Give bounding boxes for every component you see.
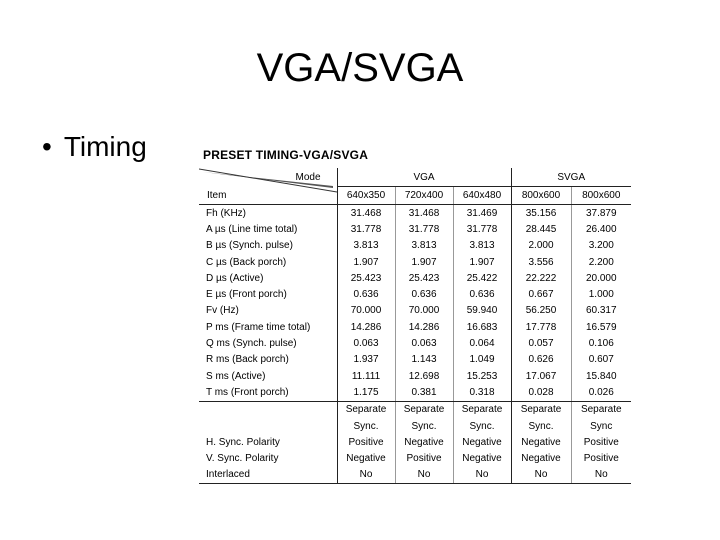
mode-header: 800x600 <box>511 187 571 205</box>
timing-row <box>199 352 631 368</box>
timing-row <box>199 270 631 286</box>
group-vga: VGA <box>337 168 511 187</box>
value-cell: 0.063 <box>395 335 453 351</box>
value-cell: 0.106 <box>571 335 631 351</box>
sync-type-row <box>199 401 631 418</box>
row-label: Interlaced <box>199 467 337 484</box>
slide-title: VGA/SVGA <box>256 46 464 90</box>
value-cell: 0.667 <box>511 286 571 302</box>
value-cell: Separate <box>511 401 571 418</box>
value-cell: 25.423 <box>337 270 395 286</box>
value-cell: No <box>511 467 571 484</box>
value-cell: 15.840 <box>571 368 631 384</box>
value-cell: 0.318 <box>453 384 511 401</box>
value-cell: 12.698 <box>395 368 453 384</box>
value-cell: 14.286 <box>337 319 395 335</box>
value-cell: 14.286 <box>395 319 453 335</box>
value-cell: 1.907 <box>453 254 511 270</box>
row-label <box>199 401 337 418</box>
value-cell: 11.111 <box>337 368 395 384</box>
value-cell: No <box>571 467 631 484</box>
value-cell: 0.028 <box>511 384 571 401</box>
row-label: S ms (Active) <box>199 368 337 384</box>
value-cell: 3.813 <box>337 238 395 254</box>
value-cell: 1.907 <box>337 254 395 270</box>
value-cell: Sync. <box>395 418 453 434</box>
timing-row <box>199 286 631 302</box>
value-cell: 70.000 <box>337 303 395 319</box>
value-cell: Negative <box>511 434 571 450</box>
value-cell: 16.683 <box>453 319 511 335</box>
bullet-symbol: • <box>42 131 52 162</box>
value-cell: Negative <box>453 450 511 466</box>
value-cell: Negative <box>395 434 453 450</box>
value-cell: 60.317 <box>571 303 631 319</box>
value-cell: Separate <box>571 401 631 418</box>
value-cell: 25.423 <box>395 270 453 286</box>
value-cell: No <box>337 467 395 484</box>
row-label: A µs (Line time total) <box>199 221 337 237</box>
timing-row <box>199 221 631 237</box>
table-title: PRESET TIMING-VGA/SVGA <box>203 148 369 162</box>
value-cell: 0.057 <box>511 335 571 351</box>
value-cell: 31.468 <box>337 205 395 222</box>
value-cell: Separate <box>337 401 395 418</box>
group-header-row <box>199 168 631 187</box>
value-cell: Positive <box>571 450 631 466</box>
bullet-text: Timing <box>63 131 147 162</box>
timing-row <box>199 384 631 401</box>
value-cell: Negative <box>511 450 571 466</box>
row-label <box>199 418 337 434</box>
mode-label: Mode <box>295 172 321 183</box>
value-cell: 0.636 <box>453 286 511 302</box>
h-polarity-row <box>199 434 631 450</box>
sync-type-row-2 <box>199 418 631 434</box>
value-cell: Positive <box>395 450 453 466</box>
mode-header: 640x480 <box>453 187 511 205</box>
value-cell: 17.067 <box>511 368 571 384</box>
value-cell: No <box>453 467 511 484</box>
value-cell: 26.400 <box>571 221 631 237</box>
timing-row <box>199 254 631 270</box>
value-cell: Positive <box>337 434 395 450</box>
timing-row <box>199 368 631 384</box>
value-cell: 1.907 <box>395 254 453 270</box>
value-cell: Positive <box>571 434 631 450</box>
value-cell: Sync. <box>453 418 511 434</box>
mode-item-header-cell <box>199 168 337 205</box>
value-cell: 3.556 <box>511 254 571 270</box>
value-cell: 17.778 <box>511 319 571 335</box>
value-cell: 3.200 <box>571 238 631 254</box>
value-cell: Sync. <box>511 418 571 434</box>
value-cell: 3.813 <box>395 238 453 254</box>
value-cell: 1.175 <box>337 384 395 401</box>
value-cell: 2.000 <box>511 238 571 254</box>
row-label: R ms (Back porch) <box>199 352 337 368</box>
row-label: C µs (Back porch) <box>199 254 337 270</box>
value-cell: 0.064 <box>453 335 511 351</box>
row-label: B µs (Synch. pulse) <box>199 238 337 254</box>
value-cell: 56.250 <box>511 303 571 319</box>
value-cell: 31.778 <box>453 221 511 237</box>
value-cell: Separate <box>453 401 511 418</box>
row-label: P ms (Frame time total) <box>199 319 337 335</box>
value-cell: 20.000 <box>571 270 631 286</box>
value-cell: Negative <box>337 450 395 466</box>
value-cell: 0.026 <box>571 384 631 401</box>
row-label: Fv (Hz) <box>199 303 337 319</box>
value-cell: 1.049 <box>453 352 511 368</box>
value-cell: 35.156 <box>511 205 571 222</box>
value-cell: No <box>395 467 453 484</box>
timing-row <box>199 238 631 254</box>
value-cell: 2.200 <box>571 254 631 270</box>
value-cell: Sync <box>571 418 631 434</box>
value-cell: 31.778 <box>395 221 453 237</box>
mode-header: 640x350 <box>337 187 395 205</box>
value-cell: 31.778 <box>337 221 395 237</box>
timing-row <box>199 319 631 335</box>
group-svga: SVGA <box>511 168 631 187</box>
value-cell: 0.381 <box>395 384 453 401</box>
value-cell: Sync. <box>337 418 395 434</box>
value-cell: 0.636 <box>337 286 395 302</box>
value-cell: 3.813 <box>453 238 511 254</box>
value-cell: 59.940 <box>453 303 511 319</box>
v-polarity-row <box>199 450 631 466</box>
value-cell: 16.579 <box>571 319 631 335</box>
row-label: Q ms (Synch. pulse) <box>199 335 337 351</box>
timing-table <box>199 168 631 484</box>
value-cell: 15.253 <box>453 368 511 384</box>
row-label: H. Sync. Polarity <box>199 434 337 450</box>
value-cell: 31.468 <box>395 205 453 222</box>
mode-header: 800x600 <box>571 187 631 205</box>
value-cell: Negative <box>453 434 511 450</box>
timing-row <box>199 335 631 351</box>
value-cell: Separate <box>395 401 453 418</box>
row-label: T ms (Front porch) <box>199 384 337 401</box>
timing-row <box>199 303 631 319</box>
row-label: D µs (Active) <box>199 270 337 286</box>
row-label: Fh (KHz) <box>199 205 337 222</box>
value-cell: 1.143 <box>395 352 453 368</box>
bullet-item <box>42 130 147 164</box>
timing-row <box>199 205 631 222</box>
value-cell: 1.000 <box>571 286 631 302</box>
item-label: Item <box>207 190 227 201</box>
value-cell: 0.636 <box>395 286 453 302</box>
value-cell: 22.222 <box>511 270 571 286</box>
value-cell: 0.626 <box>511 352 571 368</box>
row-label: E µs (Front porch) <box>199 286 337 302</box>
mode-header: 720x400 <box>395 187 453 205</box>
value-cell: 31.469 <box>453 205 511 222</box>
value-cell: 37.879 <box>571 205 631 222</box>
value-cell: 1.937 <box>337 352 395 368</box>
value-cell: 0.607 <box>571 352 631 368</box>
value-cell: 28.445 <box>511 221 571 237</box>
value-cell: 70.000 <box>395 303 453 319</box>
interlaced-row <box>199 467 631 484</box>
value-cell: 0.063 <box>337 335 395 351</box>
value-cell: 25.422 <box>453 270 511 286</box>
row-label: V. Sync. Polarity <box>199 450 337 466</box>
